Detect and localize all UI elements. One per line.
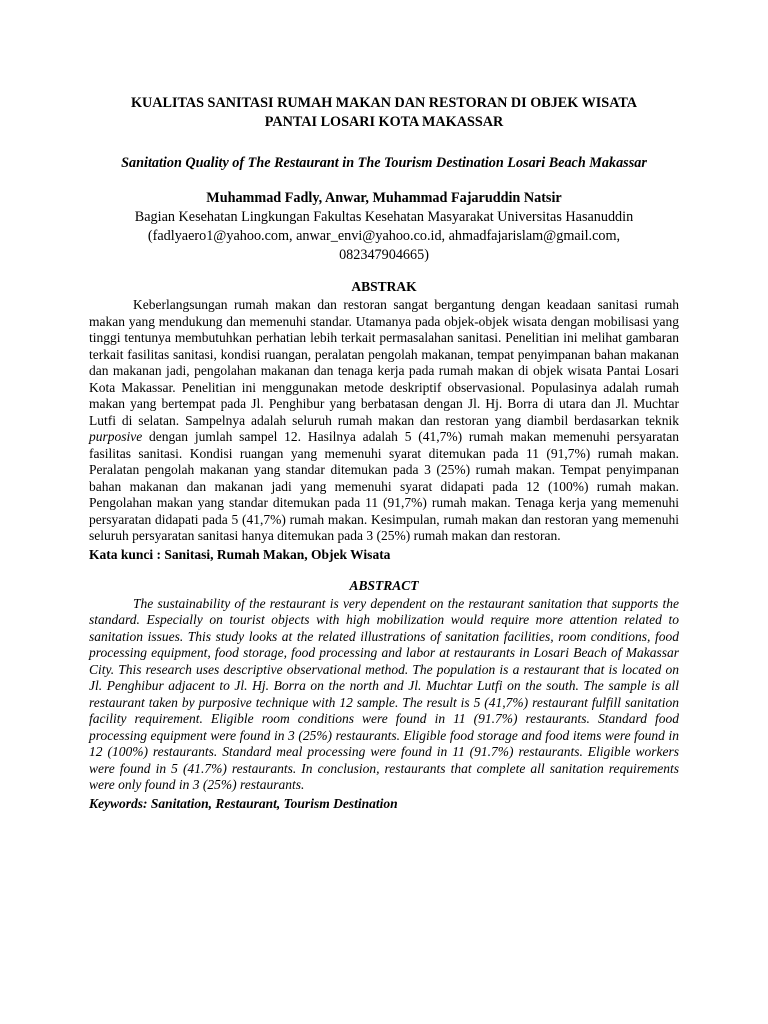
abstrak-body: [89, 297, 679, 545]
paper-title: [89, 94, 679, 132]
title-line-2: PANTAI LOSARI KOTA MAKASSAR: [264, 114, 504, 130]
abstrak-body-emphasis: purposive: [89, 429, 143, 444]
author-list: Muhammad Fadly, Anwar, Muhammad Fajaruddin Natsir: [206, 190, 562, 206]
contact-line-2: 082347904665): [339, 247, 429, 263]
abstrak-keywords: Kata kunci : Sanitasi, Rumah Makan, Objek Wisata: [89, 546, 391, 562]
abstrak-body-part-1: Keberlangsungan rumah makan dan restoran sangat bergantung dengan keadaan sanitasi rumah makan yang mendukung dan memenuhi standar. Utamanya pada objek-objek wisata dengan mobilisasi yang tinggi tentunya membutuhkan perhatian lebih terkait permasalahan sanitasi. Penelitian ini melihat gambaran terkait fasilitas sanitasi, kondisi ruangan, peralatan pengolah makanan, tempat penyimpanan bahan makanan dan makanan jadi, pengolahan makanan dan tenaga kerja pada rumah makan di objek wisata Pantai Losari Kota Makassar. Penelitian ini menggunakan metode deskriptif observasional. Populasinya adalah rumah makan yang bertempat pada Jl. Penghibur yang berbatasan dengan Jl. Hj. Borra di utara dan Jl. Muchtar Lutfi di selatan. Sampelnya adalah seluruh rumah makan dan restoran yang diambil berdasarkan teknik: [89, 297, 679, 428]
contact-line-1: (fadlyaero1@yahoo.com, anwar_envi@yahoo.co.id, ahmadfajarislam@gmail.com,: [147, 228, 621, 244]
abstrak-body-part-2: dengan jumlah sampel 12. Hasilnya adalah 5 (41,7%) rumah makan memenuhi persyaratan fasilitas sanitasi. Kondisi ruangan yang memenuhi syarat ditemukan pada 11 (91,7%) rumah makan. Peralatan pengolah makanan yang standar ditemukan pada 3 (25%) rumah makan. Tempat penyimpanan bahan makanan dan makanan jadi yang memenuhi syarat didapati pada 12 (100%) rumah makan. Pengolahan makan yang standar ditemukan pada 11 (91,7%) rumah makan. Tenaga kerja yang memenuhi persyaratan didapati pada 5 (41,7%) rumah makan. Kesimpulan, rumah makan dan restoran yang memenuhi seluruh persyaratan sanitasi hanya ditemukan pada 3 (25%) rumah makan dan restoran.: [89, 429, 679, 543]
abstract-body: The sustainability of the restaurant is very dependent on the restaurant sanitation that supports the standard. Especially on tourist objects with high mobilization would require more attention related to sanitation issues. This study looks at the related illustrations of sanitation facilities, room conditions, food processing equipment, food storage, food processing and labor at restaurants in Losari Beach of Makassar City. This research uses descriptive observational method. The population is a restaurant that is located on Jl. Penghibur adjacent to Jl. Hj. Borra on the north and Jl. Muchtar Lutfi on the south. The sample is all restaurant taken by purposive technique with 12 sample. The result is 5 (41,7%) restaurant fulfill sanitation facility requirement. Eligible room conditions were found in 11 (91.7%) restaurants. Standard food processing equipment were found in 3 (25%) restaurants. Eligible food storage and food items were found in 12 (100%) restaurants. Standard meal processing were found in 11 (91.7%) restaurants. Eligible workers were found in 5 (41.7%) restaurants. In conclusion, restaurants that complete all sanitation requirements were only found in 3 (25%) restaurants.: [89, 595, 679, 792]
abstract-keywords: Keywords: Sanitation, Restaurant, Tourism Destination: [89, 795, 398, 811]
title-line-1: KUALITAS SANITASI RUMAH MAKAN DAN RESTORAN DI OBJEK WISATA: [130, 95, 638, 111]
abstrak-heading: ABSTRAK: [351, 279, 417, 294]
english-title: Sanitation Quality of The Restaurant in The Tourism Destination Losari Beach Makassar: [121, 155, 647, 171]
affiliation: Bagian Kesehatan Lingkungan Fakultas Kesehatan Masyarakat Universitas Hasanuddin: [134, 209, 634, 225]
paper-page: [89, 94, 679, 812]
contact-info: [89, 227, 679, 265]
abstract-heading: ABSTRACT: [349, 577, 419, 593]
